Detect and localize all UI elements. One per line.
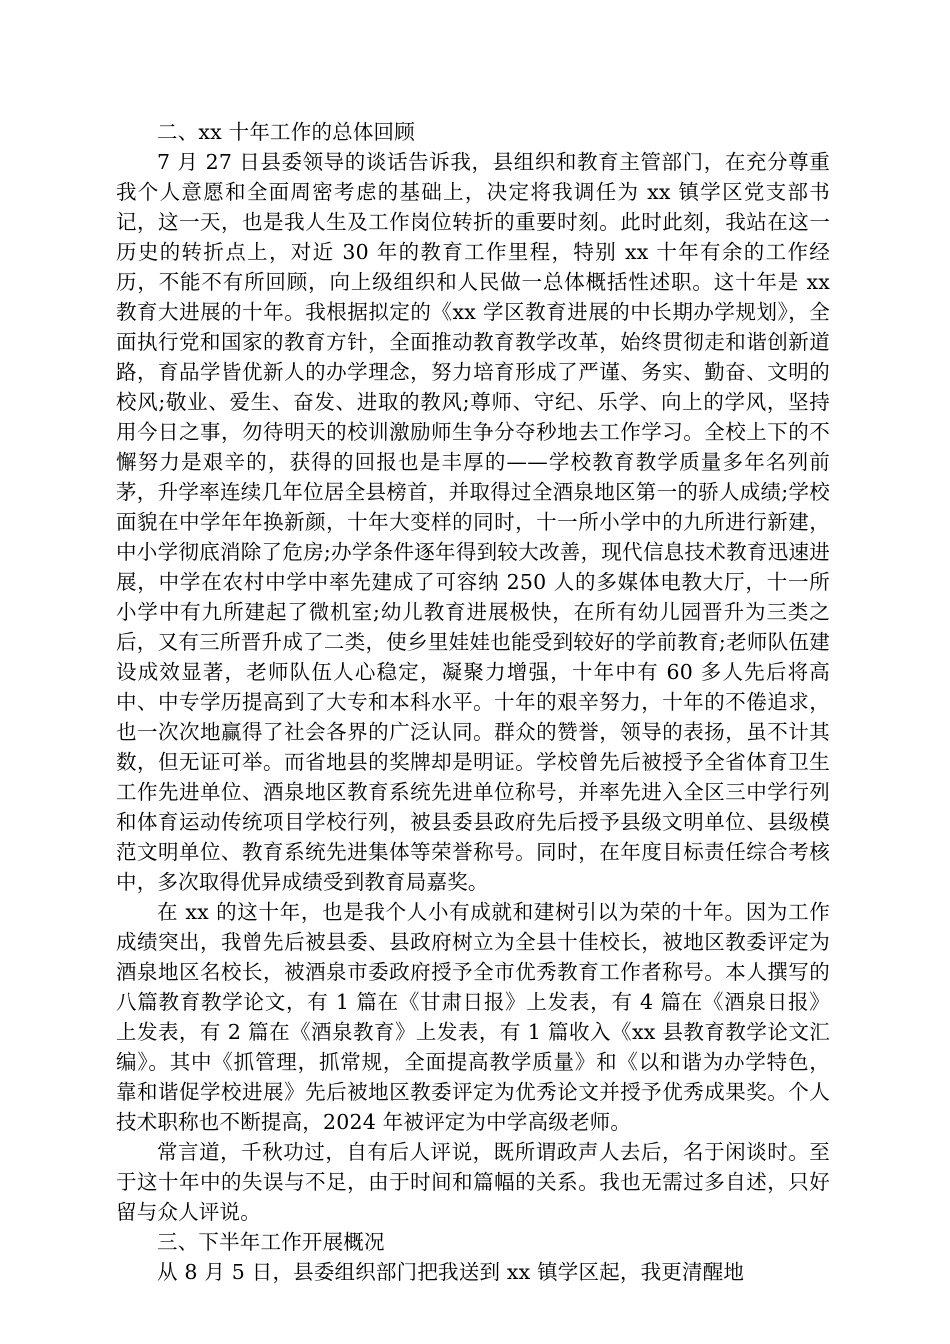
paragraph-second-half-start: 从 8 月 5 日，县委组织部门把我送到 xx 镇学区起，我更清醒地	[157, 1260, 745, 1284]
section-heading-review: 二、xx 十年工作的总体回顾	[157, 120, 415, 144]
document-body	[116, 117, 830, 1287]
paragraph-closing-remarks: 常言道，千秋功过，自有后人评说，既所谓政声人去后，名于闲谈时。至于这十年中的失误与不足，由于时间和篇幅的关系。我也无需过多自述，只好留与众人评说。	[116, 1140, 830, 1224]
paragraph-transfer-and-review: 7 月 27 日县委领导的谈话告诉我，县组织和教育主管部门，在充分尊重我个人意愿和全面周密考虑的基础上，决定将我调任为 xx 镇学区党支部书记，这一天，也是我人生及工作岗位转折的重要时刻。此时此刻，我站在这一历史的转折点上，对近 30 年的教育工作里程，特别 xx 十年有余的工作经历，不能不有所回顾，向上级组织和人民做一总体概括性述职。这十年是 xx 教育大进展的十年。我根据拟定的《xx 学区教育进展的中长期办学规划》，全面执行党和国家的教育方针，全面推动教育教学改革，始终贯彻走和谐创新道路，育品学皆优新人的办学理念，努力培育形成了严谨、务实、勤奋、文明的校风;敬业、爱生、奋发、进取的教风;尊师、守纪、乐学、向上的学风，坚持用今日之事，勿待明天的校训激励师生争分夺秒地去工作学习。全校上下的不懈努力是艰辛的，获得的回报也是丰厚的——学校教育教学质量多年名列前茅，升学率连续几年位居全县榜首，并取得过全酒泉地区第一的骄人成绩;学校面貌在中学年年换新颜，十年大变样的同时，十一所小学中的九所进行新建，中小学彻底消除了危房;办学条件逐年得到较大改善，现代信息技术教育迅速进展，中学在农村中学中率先建成了可容纳 250 人的多媒体电教大厅，十一所小学中有九所建起了微机室;幼儿教育进展极快，在所有幼儿园晋升为三类之后，又有三所晋升成了二类，使乡里娃娃也能受到较好的学前教育;老师队伍建设成效显著，老师队伍人心稳定，凝聚力增强，十年中有 60 多人先后将高中、中专学历提高到了大专和本科水平。十年的艰辛努力，十年的不倦追求，也一次次地赢得了社会各界的广泛认同。群众的赞誉，领导的表扬，虽不计其数，但无证可举。而省地县的奖牌却是明证。学校曾先后被授予全省体育卫生工作先进单位、酒泉地区教育系统先进单位称号，并率先进入全区三中学行列和体育运动传统项目学校行列，被县委县政府先后授予县级文明单位、县级模范文明单位、教育系统先进集体等荣誉称号。同时，在年度目标责任综合考核中，多次取得优异成绩受到教育局嘉奖。	[116, 150, 830, 894]
section-heading-second-half: 三、下半年工作开展概况	[157, 1230, 385, 1254]
paragraph-personal-achievements: 在 xx 的这十年，也是我个人小有成就和建树引以为荣的十年。因为工作成绩突出，我曾先后被县委、县政府树立为全县十佳校长，被地区教委评定为酒泉地区名校长，被酒泉市委政府授予全市优秀教育工作者称号。本人撰写的八篇教育教学论文，有 1 篇在《甘肃日报》上发表，有 4 篇在《酒泉日报》上发表，有 2 篇在《酒泉教育》上发表，有 1 篇收入《xx 县教育教学论文汇编》。其中《抓管理，抓常规，全面提高教学质量》和《以和谐为办学特色，靠和谐促学校进展》先后被地区教委评定为优秀论文并授予优秀成果奖。个人技术职称也不断提高，2024 年被评定为中学高级老师。	[116, 900, 830, 1134]
